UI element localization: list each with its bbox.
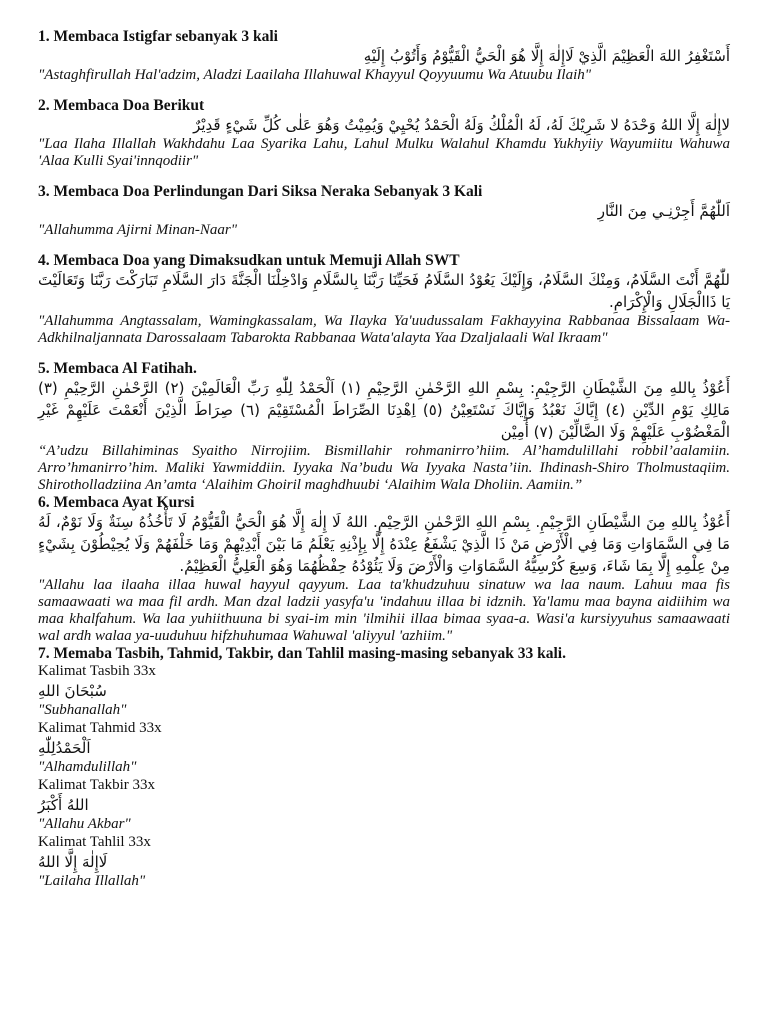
section-al-fatihah <box>38 360 730 494</box>
dhikr-label: Kalimat Tasbih 33x <box>38 663 156 679</box>
transliteration: "Allahumma Angtassalam, Wamingkassalam, Wa Ilayka Ya'uudussalam Fakhayyina Rabbanaa Bissalaam Wa-Adkhilnaljannata Darossalaam Tabarokta Rabbanaa Wata'alayta Yaa Dzaljalaali Wal Ikraam" <box>38 313 730 346</box>
transliteration: "Astaghfirullah Hal'adzim, Aladzi Laailaha Illahuwal Khayyul Qoyyuumu Wa Atuubu Ilaih" <box>38 67 592 83</box>
section-doa-berikut <box>38 97 730 170</box>
section-tasbih-tahmid-takbir-tahlil <box>38 645 730 890</box>
dhikr-transliteration: "Allahu Akbar" <box>38 816 131 832</box>
arabic-text: أَعُوْذُ بِاللهِ مِنَ الشَّيْطَانِ الرَّجِيْمِ: بِسْمِ اللهِ الرَّحْمٰنِ الرَّحِيْمِ (١) اَلْحَمْدُ لِلّٰهِ رَبِّ الْعَالَمِيْنَ (٢) الرَّحْمٰنِ الرَّحِيْمِ (٣) مَالِكِ يَوْمِ الدِّيْنِ (٤) إِيَّاكَ نَعْبُدُ وَإِيَّاكَ نَسْتَعِيْنُ (٥) اِهْدِنَا الصِّرَاطَ الْمُسْتَقِيْمَ (٦) صِرَاطَ الَّذِيْنَ أَنْعَمْتَ عَلَيْهِمْ غَيْرِ الْمَغْضُوْبِ عَلَيْهِمْ وَلَا الضَّالِّيْنَ (٧) أٰمِيْن <box>38 379 731 441</box>
section-title: 6. Membaca Ayat Kursi <box>38 494 195 511</box>
transliteration: "Allahu laa ilaaha illaa huwal hayyul qayyum. Laa ta'khudzuhuu sinatuw wa laa naum. Lahuu maa fis samaawaati wa maa fil ardh. Man dzal ladzii yasyfa'u 'indahuu illaa bi idznih. Ya'lamu maa bayna aidiihim wa maa khalfahum. Wa laa yuhiithuuna bi syai-im min 'ilmihii illaa bimaa syaa-a. Wasi'a kursiyyuhus samaawaati wal ardh walaa ya-uuduhuu hifzhuhumaa Wahuwal 'aliyyul 'azhiim." <box>38 577 730 644</box>
arabic-text: اَللّٰهُمَّ أَجِرْنِـي مِنَ النَّارِ <box>597 202 730 220</box>
arabic-text: لاإِلٰهَ إِلَّا اللهُ وَحْدَهُ لا شَرِيْكَ لَهُ، لَهُ الْمُلْكُ وَلَهُ الْحَمْدُ يُحْيِيْ وَيُمِيْتُ وَهُوَ عَلٰى كُلِّ شَيْءٍ قَدِيْرٌ <box>193 116 730 134</box>
dhikr-arabic: لَاإِلٰهَ إِلَّا اللهُ <box>38 853 108 871</box>
section-doa-memuji-allah <box>38 252 730 347</box>
section-title: 2. Membaca Doa Berikut <box>38 97 205 114</box>
transliteration: “A’udzu Billahiminas Syaitho Nirrojiim. Bismillahir rohmanirro’hiim. Al’hamdulillahi robbil’aalamiin. Arro’hmanirro’him. Maliki Yawmiddiin. Iyyaka Na’budu Wa Iyyaka Nasta’iin. Ihdinash-Shiro Tholmustaqiim. Shirotholladziina An’amta ‘Alaihim Ghoiril maghdhuubi ‘Alaihim Wala Dholiin. Aamiin.” <box>38 443 730 493</box>
section-istigfar <box>38 28 730 84</box>
section-doa-perlindungan <box>38 183 730 239</box>
dhikr-transliteration: "Lailaha Illallah" <box>38 873 146 889</box>
section-ayat-kursi <box>38 494 730 645</box>
dhikr-arabic: سُبْحَانَ اللهِ <box>38 682 107 700</box>
arabic-text: أَسْتَغْفِرُ اللهَ الْعَظِيْمَ الَّذِيْ لَاإِلٰهَ إِلَّا هُوَ الْحَيُّ الْقَيُّوْمُ وَأَتُوْبُ إِلَيْهِ <box>363 47 730 65</box>
dhikr-label: Kalimat Tahmid 33x <box>38 720 162 736</box>
dhikr-transliteration: "Subhanallah" <box>38 702 127 718</box>
arabic-text: للّٰهُمَّ أَنْتَ السَّلَامُ، وَمِنْكَ السَّلَامُ، وَإِلَيْكَ يَعُوْدُ السَّلَامُ فَحَيِّنَا رَبَّنَا بِالسَّلَامِ وَادْخِلْنَا الْجَنَّةَ دَارَ السَّلَامِ تَبَارَكْتَ رَبَّنَا وَتَعَالَيْتَ يَا ذَاالْجَلَالِ وَالْإِكْرَامِ. <box>38 271 730 311</box>
section-title: 4. Membaca Doa yang Dimaksudkan untuk Memuji Allah SWT <box>38 252 460 269</box>
section-title: 5. Membaca Al Fatihah. <box>38 360 197 377</box>
dhikr-transliteration: "Alhamdulillah" <box>38 759 137 775</box>
section-title: 1. Membaca Istigfar sebanyak 3 kali <box>38 28 278 45</box>
transliteration: "Allahumma Ajirni Minan-Naar" <box>38 222 237 238</box>
section-title: 3. Membaca Doa Perlindungan Dari Siksa Neraka Sebanyak 3 Kali <box>38 183 483 200</box>
dhikr-label: Kalimat Tahlil 33x <box>38 834 151 850</box>
section-title: 7. Memaba Tasbih, Tahmid, Takbir, dan Tahlil masing-masing sebanyak 33 kali. <box>38 645 566 662</box>
dhikr-arabic: اَلْحَمْدُلِلّٰهِ <box>38 739 91 757</box>
arabic-text: أَعُوْذُ بِاللهِ مِنَ الشَّيْطَانِ الرَّجِيْمِ. بِسْمِ اللهِ الرَّحْمٰنِ الرَّحِيْمِ. اللهُ لَا إِلٰهَ إِلَّا هُوَ الْحَيُّ الْقَيُّوْمُ لَا تَأْخُذُهُ سِنَةٌ وَلَا نَوْمٌ، لَهُ مَا فِي السَّمَاوَاتِ وَمَا فِي الْأَرْضِ مَنْ ذَا الَّذِيْ يَشْفَعُ عِنْدَهُ إِلَّا بِإِذْنِهِ يَعْلَمُ مَا بَيْنَ أَيْدِيْهِمْ وَمَا خَلْفَهُمْ وَلَا يُحِيْطُوْنَ بِشَيْءٍ مِنْ عِلْمِهِ إِلَّا بِمَا شَاءَ، وَسِعَ كُرْسِيُّهُ السَّمَاوَاتِ وَالْأَرْضَ وَلَا يَئُوْدُهُ حِفْظُهُمَا وَهُوَ الْعَلِيُّ الْعَظِيْمُ. <box>38 513 730 575</box>
dhikr-label: Kalimat Takbir 33x <box>38 777 155 793</box>
dhikr-arabic: اللهُ أَكْبَرُ <box>38 796 89 814</box>
transliteration: "Laa Ilaha Illallah Wakhdahu Laa Syarika Lahu, Lahul Mulku Walahul Khamdu Yukhyiiy Wayumiitu Wahuwa 'Alaa Kulli Syai'innqodiir" <box>38 136 730 169</box>
